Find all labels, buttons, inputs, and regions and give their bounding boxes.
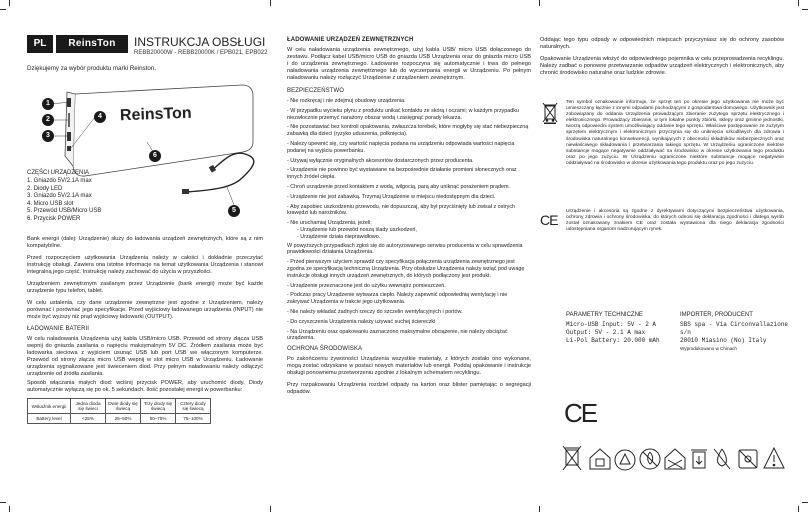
environment-title: OCHRONA ŚRODOWISKA [287, 346, 363, 353]
callout-1: 1 [42, 98, 54, 110]
led-indicator-paragraph: Sposób włączania małych diod: wciśnij przycisk POWER, aby uruchomić diody. Diody automatycznie wyłączą się po ok. 5 sekundach. Ilość pozostałej energii w powerbanku: [27, 380, 263, 393]
callout-4: 4 [94, 111, 106, 123]
parts-section [27, 170, 157, 224]
list-item: - Nie należy wkładać żadnych rzeczy do szczelin wentylacyjnych i portów. [287, 308, 463, 315]
table-header-cell: Jedna dioda się świeci [71, 399, 106, 414]
ce-mark-icon: CE [564, 398, 597, 428]
weee-bin-icon [563, 446, 581, 470]
list-item: - Aby zapobiec uszkodzeniu przewodu, nie dopuszczaj, aby był przyciśnięty lub zwisał z ostrych krawędzi lub narożników. [287, 203, 516, 217]
fold-mark [539, 506, 540, 512]
table-header-cell: Cztery diody się świecą [176, 399, 211, 414]
ce-conformity-paragraph: Urządzenie i akcesoria są zgodne z dyrektywami dotyczącymi bezpieczeństwa użytkowania, ochrony zdrowia i ochrony środowiska, do których odnosi się deklaracja zgodności i dlatego wyrób został oznakowany znakiem CE oraz została wystawiona dla niego deklaracja zgodności udostępniana organom nadzorującym rynek. [566, 209, 784, 233]
table-header-cell: Wskaźnik energii [28, 399, 71, 414]
port-3 [67, 132, 71, 141]
external-charging-paragraph: W celu naładowania urządzenia zewnętrznego, użyj kabla USB/ micro USB dołączonego do zestawu. Podłącz kabel USB/micro USB do gniazda USB Urządzenia oraz do gniazda micro USB i do urządzenia zewnętrznego. Ładowanie rozpoczyna się automatycznie i trwa do pełnego naładowania urządzenia zewnętrznego lub do wyczerpania energii w Urządzeniu. Po pełnym naładowaniu należy rozłączyć Urządzenie z urządzeniem zewnętrznym. [287, 47, 531, 81]
left-column [27, 236, 263, 424]
table-cell: 50–75% [141, 414, 176, 424]
parts-item: 5. Przewód USB/Micro USB [27, 208, 102, 215]
powerbank-body [73, 85, 253, 176]
safety-list [287, 98, 531, 227]
parts-item: 4. Micro USB slot [27, 200, 74, 207]
table-header-cell: Trzy diody się świecą [141, 399, 176, 414]
list-item: - Nie rozkręcaj i nie zdejmuj obudowy urządzenia. [287, 98, 406, 104]
list-item: - Używaj wyłącznie oryginalnych akcesoriów dostarczonych przez producenta. [287, 157, 474, 164]
list-item: W powyższych przypadkach zgłoś się do autoryzowanego serwisu producenta w celu sprawdzenia prawidłowości działania Urządzenia. [287, 242, 523, 256]
symbol-row [562, 444, 786, 474]
ce-small-icon: CE [540, 212, 558, 228]
battery-charging-title: ŁADOWANIE BATERII [27, 326, 90, 332]
warning-icon [764, 448, 784, 468]
external-charging-title: ŁADOWANIE URZĄDZEŃ ZEWNĘTRZNYCH [287, 37, 414, 43]
parts-title: CZĘŚCI URZĄDZENIA [27, 170, 90, 176]
params-title: PARAMETRY TECHNICZNE [566, 312, 643, 318]
importer-title: IMPORTER, PRODUCENT [680, 312, 753, 318]
environment-paragraph: Po zakończeniu żywotności Urządzenia wszystkie materiały, z których zostało ono wykonane, mogą zostać odzyskane w postaci nowych materiałów lub energii. Poddaj opakowanie i instrukcje obsługi ponownemu przetworzeniu zgodnie z lokalnym schematem recyklingu. [287, 356, 531, 377]
importer-info [680, 312, 790, 352]
list-item: - Na Urządzeniu oraz opakowaniu zaznaczono maksymalne obciążenie, nie należy obciążać urządzenia. [287, 328, 508, 342]
brand-logo: ReinsTon [56, 35, 128, 53]
battery-charging-paragraph: W celu naładowania Urządzenia użyj kabla USB/micro USB. Przewód od strony złącza USB wepnij do gniazda zasilania o napięciu maksymalnym 5V DC. Źródłem zasilania może być ładowarka sieciowa z wyjściem usunąć USB lub port USB we włączonym komputerze. Przewód od strony złącza micro USB wepnij w slot micro USB w Urządzeniu. Ładowanie urządzenia sygnalizowane jest świeceniem diod. Przy pełnym naładowaniu należy odłączyć urządzenie od źródła zasilania. [27, 336, 263, 377]
list-item: - Do czyszczenia Urządzenia należy używać suchej ściereczki [287, 318, 436, 325]
crop-mark [0, 502, 6, 503]
bin-arrow-icon [691, 450, 707, 468]
fold-mark [270, 0, 271, 6]
indoor-use-icon [590, 449, 610, 469]
middle-column [287, 37, 531, 401]
parts-item: 3. Gniazdo 5V/2.1A max [27, 193, 92, 200]
intro-paragraph: Bank energii (dalej: Urządzenie) służy do ładowania urządzeń zewnętrznych, które są z nim kompatybilne. [27, 236, 263, 249]
list-item: - Urządzenie lub przewód noszą ślady uszkodzeń, [297, 226, 417, 233]
packaging-paragraph: Opakowanie Urządzenia włożyć do odpowiedniego pojemnika w celu przeprowadzenia recyklingu. Należy zadbać o ponowne przetwarzanie odpadów urządzeń elektrycznych i elektronicznych, aby chronić środowisko naturalne oraz ludzkie zdrowie. [540, 56, 784, 76]
list-item: - Nie uruchamiaj Urządzenia, jeżeli: [287, 220, 372, 227]
lang-badge: PL [27, 35, 53, 53]
importer-line: SBS spa - Via Circonvallazione s/n [680, 321, 789, 336]
crop-mark [802, 502, 808, 503]
table-header-cell: Dwie diody się świecą [106, 399, 141, 414]
crop-mark [9, 0, 10, 6]
list-item: - Urządzenie działa nieprawidłowo. [297, 233, 381, 240]
technical-params [566, 312, 676, 345]
right-column [540, 37, 784, 82]
crop-mark [798, 506, 799, 512]
importer-line: 28010 Miasino (No) Italy [680, 337, 767, 344]
weee-bin-icon [542, 102, 558, 124]
made-in-china: Wyprodukowano w Chinach [680, 346, 737, 351]
crop-mark [9, 506, 10, 512]
table-cell: <25% [71, 414, 106, 424]
table-cell: Battery level [28, 414, 71, 424]
param-line: Output: 5V - 2.1 A max [566, 329, 646, 336]
model-numbers: REBB20000W - REBB20000K / EPB021, EPB022 [134, 50, 268, 56]
param-line: Li-Pol Battery: 20.000 mAh [566, 337, 660, 344]
list-item: - Chroń urządzenie przed kontaktem z wodą, wilgocią, parą aby uniknąć porażeniem prądem. [287, 183, 510, 190]
fold-mark [270, 506, 271, 512]
list-item: - W przypadku wycieku płynu z produktu unikać kontaktu ze skórą i oczami; w każdym przypadku niezwłocznie przemyć narażony obszar wodą i zasięgnąć porady lekarza. [287, 107, 519, 121]
battery-level-table [27, 398, 211, 424]
callout-5: 5 [228, 205, 240, 217]
compatibility-check-paragraph: W celu ustalenia, czy dane urządzenie zewnętrzne jest zgodne z Urządzeniem, należy porównać i porównać jego specyfikacje. Przed wyjściowy ładowanego urządzenia (INPUT) nie może być wyższy niż prąd wyjściowy ładowarki (OUTPUT). [27, 300, 263, 320]
parts-item: 2. Diody LED [27, 185, 63, 192]
safety-list-2 [287, 243, 531, 343]
weee-paragraph: Ten symbol oznakowanie informuje, że sprzęt ten po okresie jego użytkowania nie może być umieszczany łącznie z innymi odpadami pochodzącymi z gospodarstwa domowego. Użytkownik jest zobowiązany do oddania Urządzenia prowadzącym zbieranie zużytego sprzętu elektrycznego i elektronicznego. Prowadzący zbieranie, w tym lokalne punkty zbiórki, sklepy oraz gminne jednostki, tworzą odpowiedni system umożliwiający oddanie tego sprzętu. Właściwe postępowanie ze zużytym sprzętem elektrycznym i elektronicznym przyczynia się do uniknięcia szkodliwych dla zdrowia i środowiska naturalnego konsekwencji, wynikających z obecności składników niebezpiecznych oraz niewłaściwego składowania i przetwarzania takiego sprzętu. W Urządzeniu ograniczone niektóre substancje mogące negatywnie oddziaływać na środowisko w okresie użytkowania tego produktu oraz po jego zużyciu. W Urządzeniu ograniczone niektóre substancje mogące negatywnie oddziaływać na środowisko w okresie użytkowania tego produktu oraz po jego zużyciu. [566, 100, 784, 166]
callout-2: 2 [42, 114, 54, 126]
list-item: - Przed pierwszym użyciem sprawdź czy specyfikacja połączenia urządzenia zewnętrznego jest zgodna ze specyfikacją techniczną Urządzenia. Przy obsłudze Urządzenia należy wziąć pod uwagę instrukcje obsługi innych urządzeń zewnętrznych, do których podłączony jest produkt. [287, 259, 525, 279]
param-line: Micro-USB Input: 5V - 2 A [566, 321, 657, 328]
page-title: INSTRUKCJA OBSŁUGI [134, 35, 266, 49]
recycle-icon [615, 450, 635, 470]
figure-brand: ReinsTon [119, 104, 192, 125]
table-header-row [28, 399, 211, 414]
list-item: - Należy upewnić się, czy wartość napięcia podana na urządzeniu odpowiada wartości napięcia podanej na wyjściu powerbanku. [287, 140, 515, 154]
callout-3: 3 [42, 130, 54, 142]
fold-mark [539, 0, 540, 6]
safety-sublist [297, 227, 531, 241]
callout-6: 6 [149, 150, 161, 162]
no-water-icon [714, 449, 730, 469]
parts-item: 1. Gniazdo 5V/2.1A max [27, 178, 92, 184]
unpacking-paragraph: Przy rozpakowaniu Urządzenia rozdziel odpady na karton oraz blister pamiętając o segregacji odpadów. [287, 382, 531, 396]
instructions-paragraph: Przed rozpoczęciem użytkowania Urządzenia należy w całości i dokładnie przeczytać instrukcję obsługi. Zawiera ona istotne informacje na temat użytkowania Urządzenia i stanowi integralną jego część. Instrukcję należy zachować do użycia w przyszłości. [27, 255, 263, 275]
table-cell: 75–100% [176, 414, 211, 424]
crop-mark [798, 0, 799, 6]
parts-item: 6. Przycisk POWER [27, 215, 81, 222]
micro-usb-port [67, 146, 71, 151]
port-1 [67, 98, 71, 107]
safety-title: BEZPIECZEŃSTWO [287, 88, 345, 94]
table-row [28, 414, 211, 424]
list-item: - Podczas pracy Urządzenie wytwarza ciepło. Należy zapewnić odpowiednią wentylację i nie zakrywać Urządzenia w trakcie jego użytkowania. [287, 292, 508, 306]
recycling-paragraph: Oddając tego typu odpady w odpowiednich miejscach przyczyniasz się do ochrony zasobów naturalnych. [540, 37, 784, 50]
list-item: - Nie pozostawiać bez kontroli opakowania, zwłaszcza torebek, które mogłyby się stać niebezpieczną zabawką dla dzieci (ryzyko uduszenia, połknięcia). [287, 124, 529, 138]
list-item: - Urządzenie nie jest zabawką. Trzymaj Urządzenie w miejscu niedostępnym dla dzieci. [287, 193, 496, 200]
thanks-text: Dziękujemy za wybór produktu marki Reinston. [27, 65, 156, 72]
list-item: - Urządzenie nie powinno być wystawiane na bezpośrednie działanie promieni słonecznych oraz innych źródeł ciepła. [287, 167, 517, 181]
no-disassemble-icon [739, 450, 757, 468]
compatible-devices-paragraph: Urządzeniem zewnętrznym zasilanym przez Urządzenie (bank energii) może być każde urządzenie typu telefon, tablet. [27, 281, 263, 294]
list-item: - Urządzenie przeznaczone jest do użytku wewnątrz pomieszczeń. [287, 282, 446, 289]
house-icon [665, 449, 685, 469]
no-fire-icon [640, 449, 660, 469]
table-cell: 25–50% [106, 414, 141, 424]
crop-mark [0, 9, 6, 10]
crop-mark [802, 9, 808, 10]
